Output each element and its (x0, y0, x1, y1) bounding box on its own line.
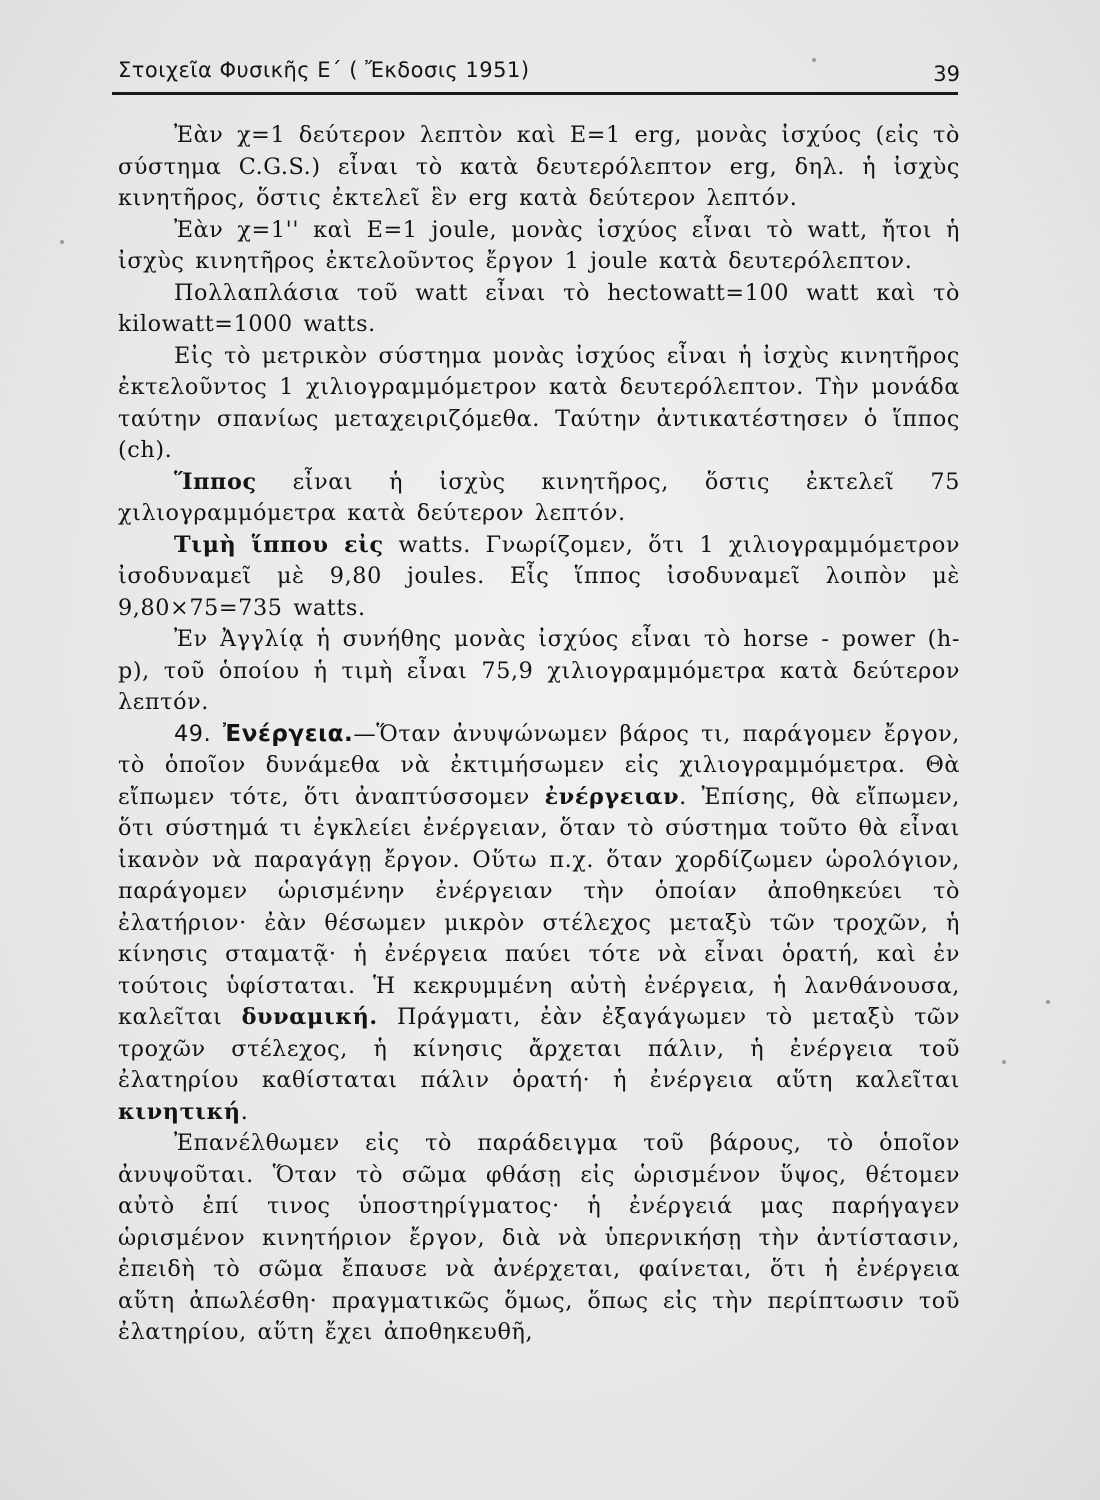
subheading-horsepower-in-watts: Τιμὴ ἵππου εἰς (174, 531, 384, 558)
section-title: Ἐνέργεια. (222, 720, 354, 747)
scan-speck (60, 240, 64, 244)
paragraph-metric-system: Εἰς τὸ μετρικὸν σύστημα μονὰς ἰσχύος εἶναι ἡ ἰσχὺς κινητῆρος ἐκτελοῦντος 1 χιλιογραμμόμετρον κατὰ δευτερόλεπτον. Τὴν μονάδα ταύτην σπανίως μεταχειριζόμεθα. Ταύτην ἀντικατέστησεν ὁ ἵππος (ch). (118, 342, 960, 463)
paragraph-horsepower-value (118, 530, 960, 625)
paragraph-text: Πράγματι, ἐὰν ἐξαγάγωμεν τὸ μεταξὺ τῶν τροχῶν στέλεχος, ἡ κίνησις ἄρχεται πάλιν, ἡ ἐνέργεια τοῦ ἐλατηρίου καθίσταται πάλιν ὁρατή· ἡ ἐνέργεια αὕτη καλεῖται (118, 1004, 960, 1093)
paragraph-energy-section (118, 719, 960, 1129)
book-title: Στοιχεῖα Φυσικῆς Ε΄ ( Ἔκδοσις 1951) (118, 58, 530, 82)
paragraph-horsepower-definition (118, 467, 960, 530)
paragraph-text: —Ὅταν ἀνυψώνωμεν βάρος τι, παράγομεν ἔργον, τὸ ὁποῖον δυνάμεθα νὰ ἐκτιμήσωμεν εἰς χιλιογραμμόμετρα. Θὰ εἴπωμεν τότε, ὅτι ἀναπτύσσομεν (118, 720, 960, 810)
paragraph-weight-example: Ἐπανέλθωμεν εἰς τὸ παράδειγμα τοῦ βάρους, τὸ ὁποῖον ἀνυψοῦται. Ὅταν τὸ σῶμα φθάσῃ εἰς ὡρισμένον ὕψος, θέτομεν αὐτὸ ἐπί τινος ὑποστηρίγματος· ἡ ἐνέργειά μας παρήγαγεν ὡρισμένον κινητήριον ἔργον, διὰ νὰ ὑπερνικήσῃ τὴν ἀντίστασιν, ἐπειδὴ τὸ σῶμα ἔπαυσε νὰ ἀνέρχεται, φαίνεται, ὅτι ἡ ἐνέργεια αὕτη ἀπωλέσθη· πραγματικῶς ὅμως, ὅπως εἰς τὴν περίπτωσιν τοῦ ἐλατηρίου, αὕτη ἔχει ἀποθηκευθῆ, (118, 1130, 960, 1345)
paragraph-text: εἶναι ἡ ἰσχὺς κινητῆρος, ὅστις ἐκτελεῖ 75 χιλιογραμμόμετρα κατὰ δεύτερον λεπτόν. (118, 468, 960, 526)
running-header (112, 52, 958, 95)
paragraph-watt-unit: Ἐὰν χ=1'' καὶ E=1 joule, μονὰς ἰσχύος εἶναι τὸ watt, ἤτοι ἡ ἰσχὺς κινητῆρος ἐκτελοῦντος ἔργον 1 joule κατὰ δευτερόλεπτον. (118, 216, 960, 274)
term-hippos: Ἵππος (174, 468, 257, 495)
scan-speck (1046, 1000, 1050, 1004)
body-text (118, 120, 960, 1349)
paragraph-text: watts. Γνωρίζομεν, ὅτι 1 χιλιογραμμόμετρον ἰσοδυναμεῖ μὲ 9,80 joules. Εἷς ἵππος ἰσοδυναμεῖ λοιπὸν μὲ 9,80×75=735 watts. (118, 531, 960, 621)
scan-speck (1002, 1060, 1006, 1064)
paragraph-watt-multiples: Πολλαπλάσια τοῦ watt εἶναι τὸ hectowatt=100 watt καὶ τὸ kilowatt=1000 watts. (118, 279, 960, 337)
term-kinitiki: κινητική (118, 1098, 241, 1125)
section-number: 49. (174, 720, 212, 747)
term-dynamiki: δυναμική. (241, 1004, 378, 1030)
scan-speck (812, 58, 816, 62)
paragraph-text: . Ἐπίσης, θὰ εἴπωμεν, ὅτι σύστημά τι ἐγκλείει ἐνέργειαν, ὅταν τὸ σύστημα τοῦτο θὰ εἶναι ἱκανὸν νὰ παραγάγῃ ἔργον. Οὕτω π.χ. ὅταν χορδίζωμεν ὡρολόγιον, παράγομεν ὡρισμένην ἐνέργειαν τὴν ὁποίαν ἀποθηκεύει τὸ ἐλατήριον· ἐὰν θέσωμεν μικρὸν στέλεχος μεταξὺ τῶν τροχῶν, ἡ κίνησις σταματᾷ· ἡ ἐνέργεια παύει τότε νὰ εἶναι ὁρατή, καὶ ἐν τούτοις ὑφίσταται. Ἡ κεκρυμμένη αὐτὴ ἐνέργεια, ἡ λανθάνουσα, καλεῖται (118, 783, 960, 1030)
page-number: 39 (933, 62, 960, 86)
term-energeian: ἐνέργειαν (544, 783, 680, 810)
paragraph-erg-power-unit: Ἐὰν χ=1 δεύτερον λεπτὸν καὶ E=1 erg, μονὰς ἰσχύος (εἰς τὸ σύστημα C.G.S.) εἶναι τὸ κατὰ δευτερόλεπτον erg, δηλ. ἡ ἰσχὺς κινητῆρος, ὅστις ἐκτελεῖ ἓν erg κατὰ δεύτερον λεπτόν. (118, 122, 960, 211)
paragraph-text: . (240, 1098, 249, 1125)
paragraph-english-horsepower: Ἐν Ἀγγλίᾳ ἡ συνήθης μονὰς ἰσχύος εἶναι τὸ horse - power (h-p), τοῦ ὁποίου ἡ τιμὴ εἶναι 75,9 χιλιογραμμόμετρα κατὰ δεύτερον λεπτόν. (118, 626, 960, 715)
